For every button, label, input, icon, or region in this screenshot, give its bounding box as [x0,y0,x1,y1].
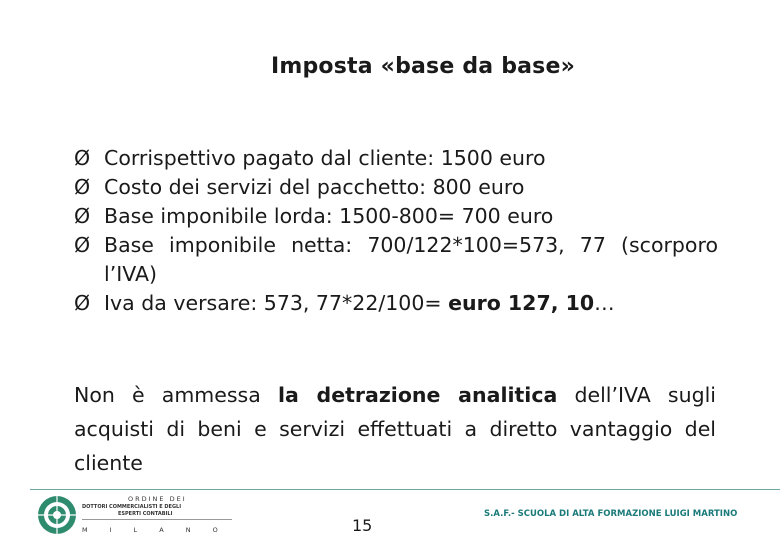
arrow-bullet-icon: Ø [74,233,91,257]
bullet-text-suffix: … [594,291,615,315]
bullet-text-prefix: Iva da versare: 573, 77*22/100= [104,291,449,315]
logo-line1: ORDINE DEI [128,495,187,503]
bullet-text: Corrispettivo pagato dal cliente: 1500 euro [104,146,546,170]
arrow-bullet-icon: Ø [74,175,91,199]
arrow-bullet-icon: Ø [74,291,91,315]
bullet-item [74,173,718,202]
arrow-bullet-icon: Ø [74,146,91,170]
logo-line2: DOTTORI COMMERCIALISTI E DEGLI [82,504,182,510]
order-logo [36,494,240,538]
bullet-list [74,144,718,318]
logo-line3: ESPERTI CONTABILI [118,511,173,517]
bullet-text: Costo dei servizi del pacchetto: 800 euro [104,175,525,199]
school-name: S.A.F.- SCUOLA DI ALTA FORMAZIONE LUIGI MARTINO [484,509,738,519]
bullet-item [74,144,718,173]
logo-divider [82,519,232,520]
bullet-text: Base imponibile lorda: 1500-800= 700 euro [104,204,554,228]
bullet-item [74,289,718,318]
note-paragraph [74,378,716,480]
bullet-item [74,231,718,289]
bullet-text: Base imponibile netta: 700/122*100=573, 77 (scorporo l’IVA) [104,233,718,286]
bullet-item [74,202,718,231]
bullet-text-bold: euro 127, 10 [448,291,595,315]
footer-divider [30,489,780,490]
arrow-bullet-icon: Ø [74,204,91,228]
order-emblem-icon [36,494,78,536]
paragraph-prefix: Non è ammessa [74,383,278,407]
slide-title: Imposta «base da base» [270,54,576,79]
paragraph-suffix: dell’IVA sugli acquisti di beni e servizi effettuati a diretto vantaggio del cliente [74,383,716,475]
paragraph-bold: la detrazione analitica [277,383,558,407]
logo-city: MILANO [82,526,240,534]
page-number: 15 [352,516,373,535]
